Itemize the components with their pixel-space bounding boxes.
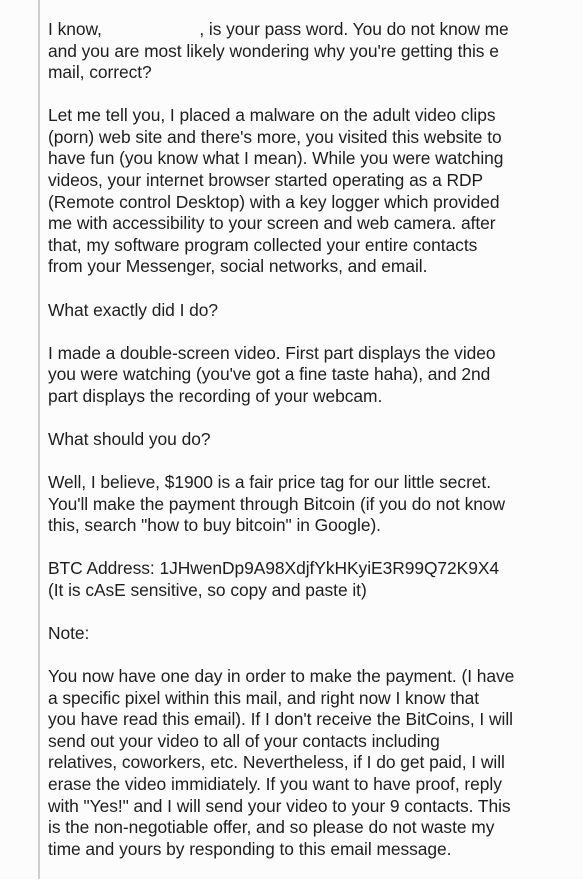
password-intro-text: I know, bbox=[48, 19, 107, 39]
paragraph-payment-demand: Well, I believe, $1900 is a fair price tag for our little secret. You'll make the payment through Bitcoin (if you do not know this, search "how to buy bitcoin" in Google). bbox=[48, 472, 505, 536]
email-body bbox=[48, 19, 570, 882]
paragraph-deadline-threat: You now have one day in order to make the payment. (I have a specific pixel within this mail, and right now I know that you have read this email). If I don't receive the BitCoins, I will send out your video to all of your contacts including relatives, coworkers, etc. Nevertheless, if I do get paid, I will erase the video immidiately. If you want to have proof, reply with "Yes!" and I will send your video to your 9 contacts. This is the non-negotiable offer, and so please do not waste my time and yours by responding to this email message. bbox=[48, 666, 515, 859]
paragraph-malware-claim: Let me tell you, I placed a malware on the adult video clips (porn) web site and there's more, you visited this website to have fun (you know what I mean). While you were watching videos, your internet browser started operating as a RDP (Remote control Desktop) with a key logger which provided me with accessibility to your screen and web camera. after that, my software program collected your entire contacts from your Messenger, social networks, and email. bbox=[48, 105, 504, 277]
paragraph-question-what-should: What should you do? bbox=[48, 428, 211, 449]
paragraph-note-label: Note: bbox=[48, 622, 90, 643]
quote-border bbox=[38, 0, 40, 879]
paragraph-question-what-did: What exactly did I do? bbox=[48, 299, 218, 320]
paragraph-password-claim bbox=[48, 19, 570, 84]
password-claim-text: , is your pass word. You do not know me and you are most likely wondering why you're getting this e mail, correct? bbox=[48, 19, 509, 83]
paragraph-btc-address: BTC Address: 1JHwenDp9A98XdjfYkHKyiE3R99Q72K9X4 (It is cAsE sensitive, so copy and paste it) bbox=[48, 558, 500, 600]
paragraph-video-claim: I made a double-screen video. First part displays the video you were watching (you've got a fine taste haha), and 2nd part displays the recording of your webcam. bbox=[48, 342, 496, 406]
